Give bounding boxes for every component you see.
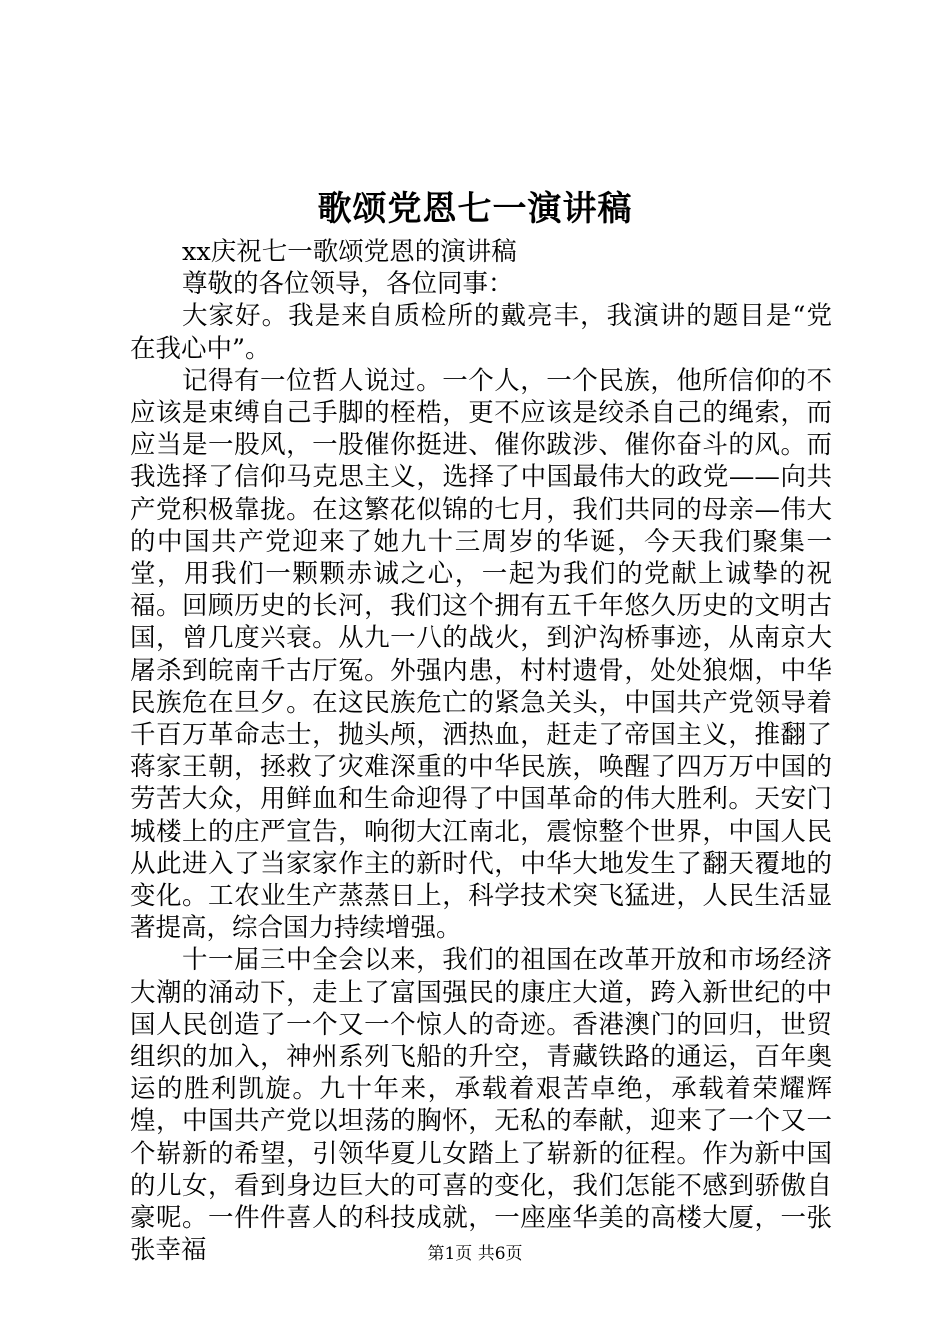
- paragraph-greeting: 大家好。我是来自质检所的戴亮丰，我演讲的题目是“党在我心中”。: [130, 301, 832, 364]
- document-title: 歌颂党恩七一演讲稿: [317, 189, 633, 229]
- paragraph-body-1: 记得有一位哲人说过。一个人，一个民族，他所信仰的不应该是束缚自己手脚的桎梏，更不应该是绞杀自己的绳索，而应当是一股风，一股催你挺进、催你跋涉、催你奋斗的风。而我选择了信仰马克思主义，选择了中国最伟大的政党——向共产党积极靠拢。在这繁花似锦的七月，我们共同的母亲—伟大的中国共产党迎来了她九十三周岁的华诞，今天我们聚集一堂，用我们一颗颗赤诚之心，一起为我们的党献上诚挚的祝福。回顾历史的长河，我们这个拥有五千年悠久历史的文明古国，曾几度兴衰。从九一八的战火，到沪沟桥事迹，从南京大屠杀到皖南千古厅冤。外强内患，村村遗骨，处处狼烟，中华民族危在旦夕。在这民族危亡的紧急关头，中国共产党领导着千百万革命志士，抛头颅，洒热血，赶走了帝国主义，推翻了蒋家王朝，拯救了灾难深重的中华民族，唤醒了四万万中国的劳苦大众，用鲜血和生命迎得了中国革命的伟大胜利。天安门城楼上的庄严宣告，响彻大江南北，震惊整个世界，中国人民从此进入了当家家作主的新时代，中华大地发生了翻天覆地的变化。工农业生产蒸蒸日上，科学技术突飞猛进，人民生活显著提高，综合国力持续增强。: [130, 365, 832, 944]
- paragraph-subtitle: xx庆祝七一歌颂党恩的演讲稿: [182, 237, 517, 267]
- page-footer: 第1页 共6页: [427, 1244, 523, 1264]
- paragraph-salutation: 尊敬的各位领导，各位同事：: [182, 269, 514, 300]
- document-body: [130, 236, 832, 1267]
- paragraph-body-2: 十一届三中全会以来，我们的祖国在改革开放和市场经济大潮的涌动下，走上了富国强民的康庄大道，跨入新世纪的中国人民创造了一个又一个惊人的奇迹。香港澳门的回归，世贸组织的加入，神州系列飞船的升空，青藏铁路的通运，百年奥运的胜利凯旋。九十年来，承载着艰苦卓绝，承载着荣耀辉煌，中国共产党以坦荡的胸怀，无私的奉献，迎来了一个又一个崭新的希望，引领华夏儿女踏上了崭新的征程。作为新中国的儿女，看到身边巨大的可喜的变化，我们怎能不感到骄傲自豪呢。一件件喜人的科技成就，一座座华美的高楼大厦，一张张幸福: [130, 945, 832, 1266]
